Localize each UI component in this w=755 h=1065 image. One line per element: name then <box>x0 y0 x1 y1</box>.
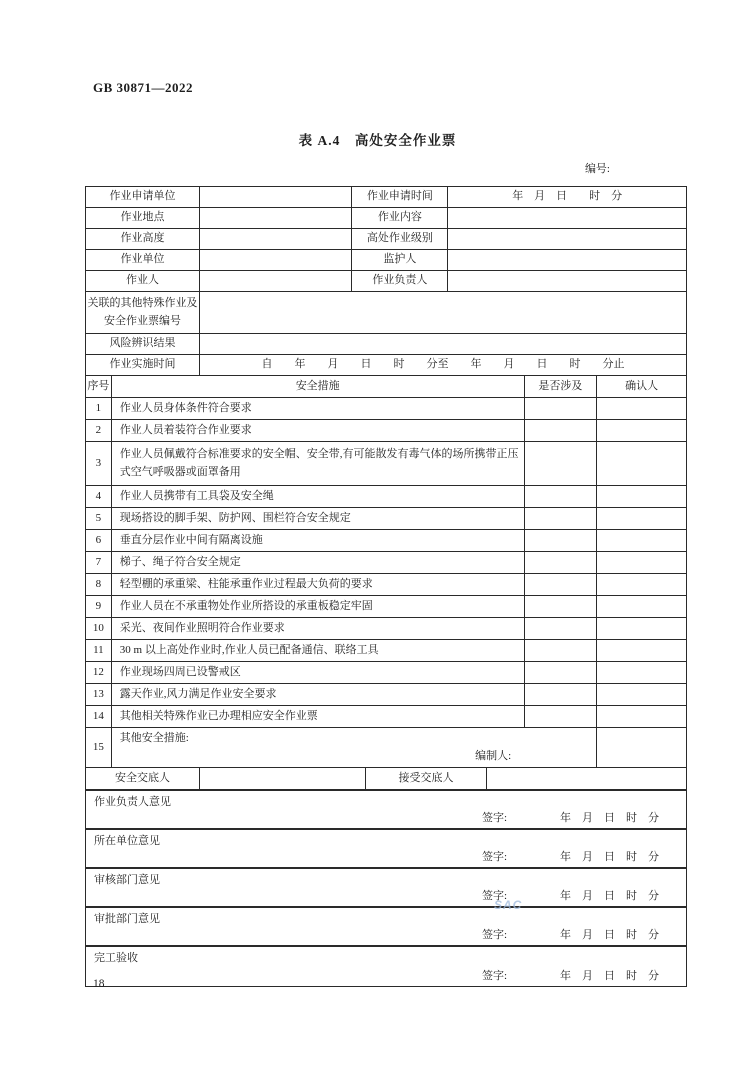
measure-row <box>86 552 686 574</box>
signature-block <box>86 830 686 869</box>
col-header-measure: 安全措施 <box>112 376 525 397</box>
measure-no: 15 <box>86 728 112 767</box>
measure-row <box>86 640 686 662</box>
measure-text: 露天作业,风力满足作业安全要求 <box>112 684 525 705</box>
permit-form-table <box>85 186 687 987</box>
measure-text: 作业人员身体条件符合要求 <box>112 398 525 419</box>
briefing-row <box>86 768 686 791</box>
col-header-no: 序号 <box>86 376 112 397</box>
measure-involved-cell <box>525 640 598 661</box>
info-row <box>86 271 686 292</box>
info-row <box>86 229 686 250</box>
briefing-receiver-value <box>487 768 686 789</box>
measure-confirmer-cell <box>597 574 686 595</box>
briefing-receiver-label: 接受交底人 <box>366 768 488 789</box>
measure-no: 9 <box>86 596 112 617</box>
measure-text: 作业人员着装符合作业要求 <box>112 420 525 441</box>
measure-row <box>86 442 686 486</box>
measure-no: 12 <box>86 662 112 683</box>
measure-no: 4 <box>86 486 112 507</box>
measure-involved-cell <box>525 398 598 419</box>
related-permits-label: 关联的其他特殊作业及 安全作业票编号 <box>86 292 200 333</box>
sign-label: 签字: <box>482 890 508 902</box>
sign-date-text: 年 月 日 时 分 <box>560 970 659 982</box>
measure-confirmer-cell <box>597 530 686 551</box>
info-value <box>200 250 352 270</box>
measure-row <box>86 706 686 728</box>
measure-confirmer-cell <box>597 684 686 705</box>
measure-text: 其他相关特殊作业已办理相应安全作业票 <box>112 706 525 727</box>
signature-block-label: 作业负责人意见 <box>94 796 171 808</box>
info-value <box>448 229 686 249</box>
briefing-giver-label: 安全交底人 <box>86 768 200 789</box>
signature-block-label: 审核部门意见 <box>94 874 160 886</box>
measure-confirmer-cell <box>597 508 686 529</box>
sign-label: 签字: <box>482 970 508 982</box>
info-row <box>86 187 686 208</box>
info-label: 作业申请时间 <box>352 187 448 207</box>
measure-confirmer-cell <box>597 398 686 419</box>
measure-no: 10 <box>86 618 112 639</box>
measure-no: 7 <box>86 552 112 573</box>
sign-label: 签字: <box>482 812 508 824</box>
col-header-involved: 是否涉及 <box>525 376 598 397</box>
risk-result-label: 风险辨识结果 <box>86 334 200 354</box>
other-measures-row <box>86 728 686 768</box>
sign-date-text: 年 月 日 时 分 <box>560 929 659 941</box>
measure-text: 作业现场四周已设警戒区 <box>112 662 525 683</box>
related-permits-row <box>86 292 686 334</box>
measure-confirmer-cell <box>597 662 686 683</box>
measure-involved-cell <box>525 486 598 507</box>
info-value <box>200 208 352 228</box>
measure-row <box>86 420 686 442</box>
measure-no: 13 <box>86 684 112 705</box>
col-header-confirmer: 确认人 <box>625 379 659 392</box>
measure-no: 1 <box>86 398 112 419</box>
info-label: 作业高度 <box>86 229 200 249</box>
measures-header-row <box>86 376 686 398</box>
measure-involved-cell <box>525 508 598 529</box>
other-measures-label: 其他安全措施: <box>119 732 189 744</box>
info-value <box>200 187 352 207</box>
sign-date-text: 年 月 日 时 分 <box>560 851 659 863</box>
measure-confirmer-cell <box>597 640 686 661</box>
measure-row <box>86 574 686 596</box>
measure-row <box>86 618 686 640</box>
info-label: 作业地点 <box>86 208 200 228</box>
info-value <box>448 271 686 291</box>
measure-row <box>86 508 686 530</box>
related-permits-value <box>200 292 686 333</box>
document-number-label: 编号: <box>584 163 610 175</box>
other-measures-cell <box>112 728 597 767</box>
measure-involved-cell <box>525 684 598 705</box>
measure-text: 垂直分层作业中间有隔离设施 <box>112 530 525 551</box>
standard-code: GB 30871—2022 <box>93 80 194 95</box>
measure-row <box>86 486 686 508</box>
measure-text: 作业人员佩戴符合标准要求的安全帽、安全带,有可能散发有毒气体的场所携带正压式空气呼吸器或面罩备用 <box>112 442 525 485</box>
measure-involved-cell <box>525 442 598 485</box>
measure-involved-cell <box>525 420 598 441</box>
measure-no: 3 <box>86 442 112 485</box>
page-number: 18 <box>93 978 105 990</box>
measure-no: 8 <box>86 574 112 595</box>
measure-confirmer-cell <box>597 486 686 507</box>
info-row <box>86 208 686 229</box>
info-value <box>448 250 686 270</box>
measure-no: 11 <box>86 640 112 661</box>
info-label: 作业内容 <box>352 208 448 228</box>
measure-involved-cell <box>525 530 598 551</box>
measure-row <box>86 530 686 552</box>
risk-result-row <box>86 334 686 355</box>
signature-block-label: 完工验收 <box>94 952 138 964</box>
measure-no: 14 <box>86 706 112 727</box>
measure-involved-cell <box>525 596 598 617</box>
measure-involved-cell <box>525 552 598 573</box>
measure-text: 作业人员在不承重物处作业所搭设的承重板稳定牢固 <box>112 596 525 617</box>
info-row <box>86 250 686 271</box>
sign-label: 签字: <box>482 851 508 863</box>
measure-row <box>86 596 686 618</box>
measure-text: 采光、夜间作业照明符合作业要求 <box>112 618 525 639</box>
info-value <box>200 229 352 249</box>
signature-block <box>86 869 686 908</box>
info-label: 监护人 <box>352 250 448 270</box>
measure-confirmer-cell <box>597 442 686 485</box>
measure-confirmer-cell <box>597 706 686 727</box>
briefing-giver-value <box>200 768 366 789</box>
measure-confirmer-cell <box>597 596 686 617</box>
info-label: 作业负责人 <box>352 271 448 291</box>
info-label: 作业单位 <box>86 250 200 270</box>
measure-involved-cell <box>525 618 598 639</box>
sign-date-text: 年 月 日 时 分 <box>560 890 659 902</box>
measure-no: 2 <box>86 420 112 441</box>
measure-no: 6 <box>86 530 112 551</box>
measure-text: 作业人员携带有工具袋及安全绳 <box>112 486 525 507</box>
measure-no: 5 <box>86 508 112 529</box>
risk-result-value <box>200 334 686 354</box>
work-time-value: 自 年 月 日 时 分至 年 月 日 时 分止 <box>261 358 625 371</box>
sign-date-text: 年 月 日 时 分 <box>560 812 659 824</box>
measure-text: 梯子、绳子符合安全规定 <box>112 552 525 573</box>
measure-confirmer-cell <box>597 552 686 573</box>
work-time-row <box>86 355 686 376</box>
preparer-label: 编制人: <box>475 749 512 762</box>
measure-confirmer-cell <box>597 618 686 639</box>
table-title: 表 A.4 高处安全作业票 <box>298 133 457 148</box>
measure-involved-cell <box>525 706 598 727</box>
info-label: 作业申请单位 <box>86 187 200 207</box>
signature-block <box>86 908 686 947</box>
info-value <box>448 208 686 228</box>
measure-involved-cell <box>525 662 598 683</box>
measure-involved-cell <box>525 574 598 595</box>
measure-confirmer-cell <box>597 728 686 767</box>
info-label: 高处作业级别 <box>352 229 448 249</box>
measure-text: 轻型棚的承重梁、柱能承重作业过程最大负荷的要求 <box>112 574 525 595</box>
work-time-label: 作业实施时间 <box>86 355 200 375</box>
signature-block-label: 审批部门意见 <box>94 913 160 925</box>
measure-text: 30 m 以上高处作业时,作业人员已配备通信、联络工具 <box>112 640 525 661</box>
info-value: 年 月 日 时 分 <box>512 190 623 203</box>
measure-text: 现场搭设的脚手架、防护网、围栏符合安全规定 <box>112 508 525 529</box>
signature-block <box>86 791 686 830</box>
info-label: 作业人 <box>86 271 200 291</box>
measure-row <box>86 662 686 684</box>
signature-block-label: 所在单位意见 <box>94 835 160 847</box>
measure-row <box>86 684 686 706</box>
info-value <box>200 271 352 291</box>
sign-label: 签字: <box>482 929 508 941</box>
sac-watermark: SAC <box>494 898 523 912</box>
signature-block <box>86 947 686 986</box>
measure-row <box>86 398 686 420</box>
measure-confirmer-cell <box>597 420 686 441</box>
